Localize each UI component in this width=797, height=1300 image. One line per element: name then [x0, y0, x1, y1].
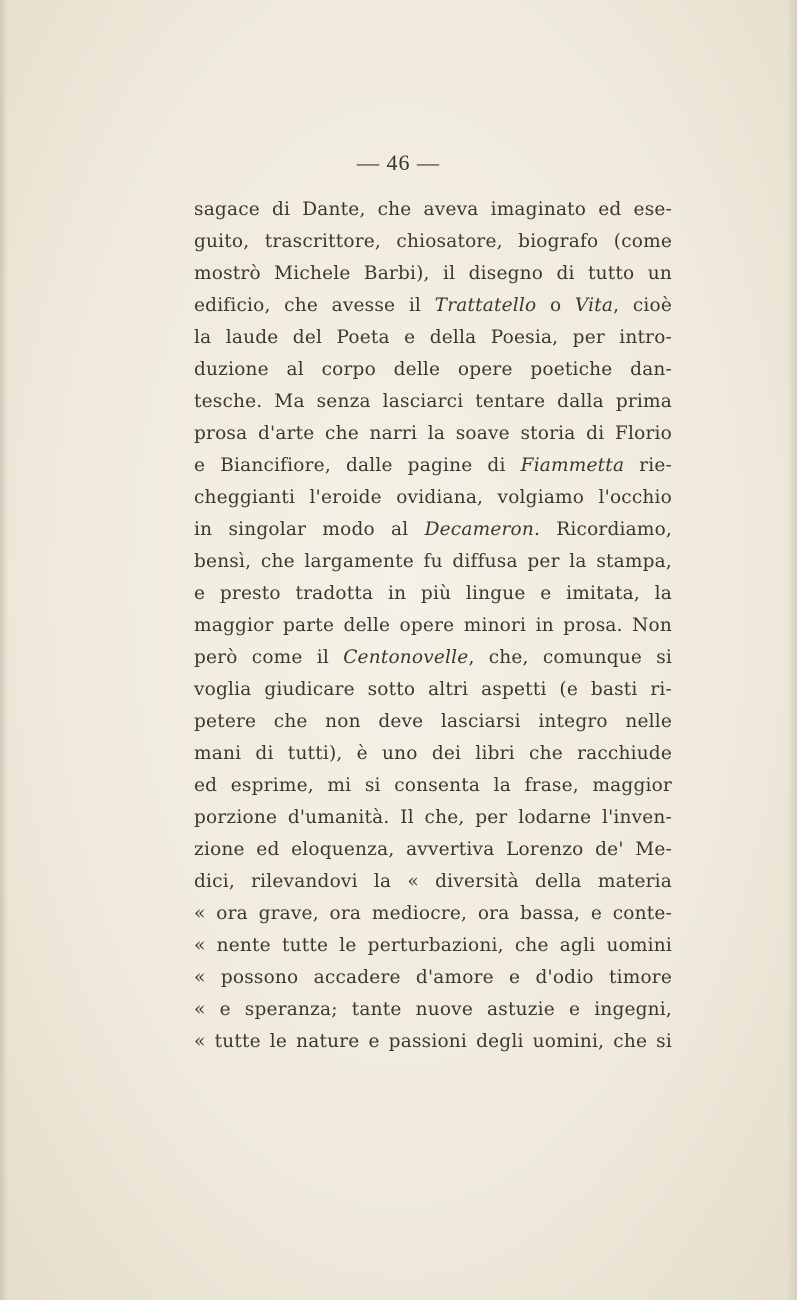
italic-title: Trattatello [434, 295, 537, 316]
text-segment: mostrò Michele Barbi), il disegno di tutto un [194, 263, 672, 284]
text-line [194, 802, 672, 834]
text-segment: tesche. Ma senza lasciarci tentare dalla prima [194, 391, 672, 412]
text-line [194, 418, 672, 450]
text-line [194, 482, 672, 514]
text-segment: duzione al corpo delle opere poetiche dan- [194, 359, 672, 380]
italic-title: Vita [574, 295, 614, 316]
body-text [194, 194, 672, 1058]
text-segment: zione ed eloquenza, avvertiva Lorenzo de' Me- [194, 839, 672, 860]
text-segment: o [536, 295, 575, 316]
text-line [194, 962, 672, 994]
text-line [194, 1026, 672, 1058]
italic-title: Centonovelle [343, 647, 469, 668]
text-segment: guito, trascrittore, chiosatore, biografo (come [194, 231, 672, 252]
text-segment: , cioè [613, 295, 673, 316]
text-segment: prosa d'arte che narri la soave storia di Florio [194, 423, 672, 444]
text-line [194, 194, 672, 226]
text-segment: porzione d'umanità. Il che, per lodarne l'inven- [194, 807, 672, 828]
text-segment: « ora grave, ora mediocre, ora bassa, e conte- [194, 903, 672, 924]
text-line [194, 770, 672, 802]
text-segment: edificio, che avesse il [194, 295, 435, 316]
text-segment: ed esprime, mi si consenta la frase, maggior [194, 775, 672, 796]
page-edge-right [787, 0, 797, 1300]
text-segment: dici, rilevandovi la « diversità della materia [194, 871, 672, 892]
text-line [194, 450, 672, 482]
text-line [194, 578, 672, 610]
text-segment: mani di tutti), è uno dei libri che racchiude [194, 743, 672, 764]
text-line [194, 866, 672, 898]
text-segment: però come il [194, 647, 344, 668]
text-segment: bensì, che largamente fu diffusa per la stampa, [194, 551, 672, 572]
text-segment: sagace di Dante, che aveva imaginato ed ese- [194, 199, 672, 220]
text-segment: « possono accadere d'amore e d'odio timore [194, 967, 672, 988]
text-segment: e Biancifiore, dalle pagine di [194, 455, 521, 476]
text-segment: cheggianti l'eroide ovidiana, volgiamo l'occhio [194, 487, 672, 508]
text-line [194, 386, 672, 418]
text-segment: petere che non deve lasciarsi integro nelle [194, 711, 672, 732]
text-line [194, 546, 672, 578]
text-segment: maggior parte delle opere minori in prosa. Non [194, 615, 672, 636]
text-line [194, 674, 672, 706]
text-line [194, 514, 672, 546]
text-segment: in singolar modo al [194, 519, 425, 540]
text-line [194, 738, 672, 770]
page-edge-left [0, 0, 8, 1300]
text-segment: « nente tutte le perturbazioni, che agli uomini [194, 935, 672, 956]
text-segment: rie- [624, 455, 672, 476]
text-segment: voglia giudicare sotto altri aspetti (e basti ri- [194, 679, 672, 700]
page-number: — 46 — [357, 150, 440, 175]
text-line [194, 834, 672, 866]
text-line [194, 258, 672, 290]
text-line [194, 610, 672, 642]
text-line [194, 322, 672, 354]
text-line [194, 226, 672, 258]
text-segment: , che, comunque si [468, 647, 673, 668]
text-segment: . Ricordiamo, [533, 519, 673, 540]
text-segment: la laude del Poeta e della Poesia, per intro- [194, 327, 672, 348]
text-line [194, 354, 672, 386]
italic-title: Fiammetta [520, 455, 625, 476]
text-segment: e presto tradotta in più lingue e imitata, la [194, 583, 672, 604]
text-segment: « e speranza; tante nuove astuzie e ingegni, [194, 999, 672, 1020]
text-line [194, 898, 672, 930]
italic-title: Decameron [424, 519, 534, 540]
text-line [194, 706, 672, 738]
text-line [194, 290, 672, 322]
text-line [194, 930, 672, 962]
text-segment: « tutte le nature e passioni degli uomini, che si [194, 1031, 672, 1052]
text-line [194, 642, 672, 674]
text-line [194, 994, 672, 1026]
